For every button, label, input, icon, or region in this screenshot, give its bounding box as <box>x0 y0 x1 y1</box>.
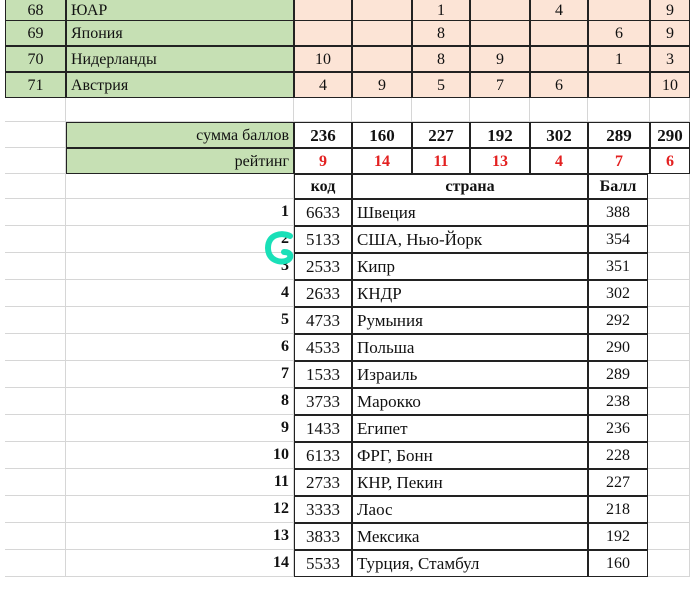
score-value-cell[interactable]: 302 <box>588 280 648 307</box>
country-cell[interactable]: Австрия <box>66 72 294 98</box>
score-cell[interactable]: 9 <box>650 0 690 23</box>
score-cell[interactable] <box>294 20 352 46</box>
empty-cell[interactable] <box>5 253 66 280</box>
sum-value-cell[interactable]: 290 <box>650 122 690 148</box>
rating-value-cell[interactable]: 4 <box>530 148 588 174</box>
empty-cell[interactable] <box>5 174 66 199</box>
sum-value-cell[interactable]: 289 <box>588 122 650 148</box>
country-name-cell[interactable]: Мексика <box>352 523 588 550</box>
rating-value-cell[interactable]: 7 <box>588 148 650 174</box>
score-header[interactable]: Балл <box>588 174 648 199</box>
empty-cell[interactable] <box>5 226 66 253</box>
score-cell[interactable]: 8 <box>412 46 470 72</box>
rating-value-cell[interactable]: 9 <box>294 148 352 174</box>
rating-value-cell[interactable]: 13 <box>470 148 530 174</box>
rank-cell[interactable]: 12 <box>66 496 294 523</box>
highlighter-scribble <box>262 230 296 270</box>
score-value-cell[interactable]: 192 <box>588 523 648 550</box>
sum-value-cell[interactable]: 227 <box>412 122 470 148</box>
empty-cell[interactable] <box>648 253 690 280</box>
row-number-cell[interactable]: 69 <box>5 20 66 46</box>
score-value-cell[interactable]: 228 <box>588 442 648 469</box>
row-number-cell[interactable]: 70 <box>5 46 66 72</box>
score-value-cell[interactable]: 160 <box>588 550 648 577</box>
empty-cell[interactable] <box>5 199 66 226</box>
rating-label[interactable]: рейтинг <box>66 148 294 174</box>
empty-cell[interactable] <box>648 388 690 415</box>
code-cell[interactable]: 6633 <box>294 199 352 226</box>
rating-value-cell[interactable]: 11 <box>412 148 470 174</box>
score-value-cell[interactable]: 354 <box>588 226 648 253</box>
rank-cell[interactable]: 3 <box>66 253 294 280</box>
rank-cell[interactable]: 13 <box>66 523 294 550</box>
empty-cell[interactable] <box>5 415 66 442</box>
rank-cell[interactable]: 2 <box>66 226 294 253</box>
rank-cell[interactable]: 10 <box>66 442 294 469</box>
empty-cell[interactable] <box>530 98 588 122</box>
row-number-cell[interactable]: 68 <box>5 0 66 23</box>
empty-cell[interactable] <box>648 226 690 253</box>
score-cell[interactable]: 3 <box>650 46 690 72</box>
empty-cell[interactable] <box>588 98 650 122</box>
score-cell[interactable] <box>470 20 530 46</box>
country-name-cell[interactable]: КНР, Пекин <box>352 469 588 496</box>
score-cell[interactable]: 6 <box>588 20 650 46</box>
empty-cell[interactable] <box>648 442 690 469</box>
empty-cell[interactable] <box>352 98 412 122</box>
code-cell[interactable]: 6133 <box>294 442 352 469</box>
row-number-cell[interactable]: 71 <box>5 72 66 98</box>
rank-cell[interactable]: 4 <box>66 280 294 307</box>
empty-cell[interactable] <box>5 148 66 174</box>
empty-cell[interactable] <box>648 334 690 361</box>
score-value-cell[interactable]: 289 <box>588 361 648 388</box>
score-cell[interactable]: 6 <box>530 72 588 98</box>
empty-cell[interactable] <box>650 98 690 122</box>
score-cell[interactable]: 1 <box>588 46 650 72</box>
empty-cell[interactable] <box>648 280 690 307</box>
empty-cell[interactable] <box>648 469 690 496</box>
score-cell[interactable]: 1 <box>412 0 470 23</box>
empty-cell[interactable] <box>66 174 294 199</box>
empty-cell[interactable] <box>5 496 66 523</box>
score-value-cell[interactable]: 236 <box>588 415 648 442</box>
score-cell[interactable]: 4 <box>530 0 588 23</box>
score-value-cell[interactable]: 290 <box>588 334 648 361</box>
empty-cell[interactable] <box>5 361 66 388</box>
country-name-cell[interactable]: Кипр <box>352 253 588 280</box>
country-cell[interactable]: Нидерланды <box>66 46 294 72</box>
empty-cell[interactable] <box>294 98 352 122</box>
empty-cell[interactable] <box>66 98 294 122</box>
empty-cell[interactable] <box>5 334 66 361</box>
country-name-cell[interactable]: ФРГ, Бонн <box>352 442 588 469</box>
empty-cell[interactable] <box>5 469 66 496</box>
code-cell[interactable]: 5533 <box>294 550 352 577</box>
rank-cell[interactable]: 14 <box>66 550 294 577</box>
empty-cell[interactable] <box>648 307 690 334</box>
score-cell[interactable]: 9 <box>650 20 690 46</box>
rank-cell[interactable]: 6 <box>66 334 294 361</box>
score-cell[interactable] <box>530 20 588 46</box>
rank-cell[interactable]: 9 <box>66 415 294 442</box>
empty-cell[interactable] <box>412 98 470 122</box>
sum-value-cell[interactable]: 302 <box>530 122 588 148</box>
rating-value-cell[interactable]: 6 <box>650 148 690 174</box>
country-cell[interactable]: Япония <box>66 20 294 46</box>
code-cell[interactable]: 1533 <box>294 361 352 388</box>
country-name-cell[interactable]: Швеция <box>352 199 588 226</box>
country-name-cell[interactable]: Израиль <box>352 361 588 388</box>
score-value-cell[interactable]: 218 <box>588 496 648 523</box>
score-cell[interactable] <box>588 72 650 98</box>
score-value-cell[interactable]: 351 <box>588 253 648 280</box>
code-cell[interactable]: 4733 <box>294 307 352 334</box>
score-value-cell[interactable]: 292 <box>588 307 648 334</box>
code-cell[interactable]: 5133 <box>294 226 352 253</box>
empty-cell[interactable] <box>5 307 66 334</box>
code-cell[interactable]: 3833 <box>294 523 352 550</box>
score-cell[interactable]: 9 <box>352 72 412 98</box>
score-cell[interactable]: 10 <box>650 72 690 98</box>
empty-cell[interactable] <box>5 442 66 469</box>
score-cell[interactable] <box>530 46 588 72</box>
code-cell[interactable]: 3733 <box>294 388 352 415</box>
country-name-cell[interactable]: Марокко <box>352 388 588 415</box>
score-cell[interactable]: 10 <box>294 46 352 72</box>
country-header[interactable]: страна <box>352 174 588 199</box>
country-name-cell[interactable]: Египет <box>352 415 588 442</box>
score-cell[interactable]: 9 <box>470 46 530 72</box>
score-cell[interactable] <box>352 20 412 46</box>
empty-cell[interactable] <box>648 550 690 577</box>
empty-cell[interactable] <box>648 174 690 199</box>
country-name-cell[interactable]: США, Нью-Йорк <box>352 226 588 253</box>
score-cell[interactable]: 5 <box>412 72 470 98</box>
sum-value-cell[interactable]: 236 <box>294 122 352 148</box>
sum-value-cell[interactable]: 160 <box>352 122 412 148</box>
score-value-cell[interactable]: 227 <box>588 469 648 496</box>
rank-cell[interactable]: 5 <box>66 307 294 334</box>
empty-cell[interactable] <box>648 361 690 388</box>
rank-cell[interactable]: 1 <box>66 199 294 226</box>
empty-cell[interactable] <box>648 415 690 442</box>
score-cell[interactable]: 8 <box>412 20 470 46</box>
country-name-cell[interactable]: Турция, Стамбул <box>352 550 588 577</box>
empty-cell[interactable] <box>5 280 66 307</box>
score-value-cell[interactable]: 388 <box>588 199 648 226</box>
empty-cell[interactable] <box>648 523 690 550</box>
score-cell[interactable]: 7 <box>470 72 530 98</box>
empty-cell[interactable] <box>470 98 530 122</box>
code-cell[interactable]: 3333 <box>294 496 352 523</box>
rank-cell[interactable]: 11 <box>66 469 294 496</box>
code-cell[interactable]: 2633 <box>294 280 352 307</box>
rank-cell[interactable]: 8 <box>66 388 294 415</box>
code-header[interactable]: код <box>294 174 352 199</box>
score-cell[interactable]: 4 <box>294 72 352 98</box>
rank-cell[interactable]: 7 <box>66 361 294 388</box>
sum-label[interactable]: сумма баллов <box>66 122 294 148</box>
code-cell[interactable]: 4533 <box>294 334 352 361</box>
empty-cell[interactable] <box>648 199 690 226</box>
country-name-cell[interactable]: Польша <box>352 334 588 361</box>
empty-cell[interactable] <box>5 388 66 415</box>
empty-cell[interactable] <box>648 496 690 523</box>
code-cell[interactable]: 1433 <box>294 415 352 442</box>
rating-value-cell[interactable]: 14 <box>352 148 412 174</box>
country-cell[interactable]: ЮАР <box>66 0 294 23</box>
empty-cell[interactable] <box>5 98 66 122</box>
country-name-cell[interactable]: Лаос <box>352 496 588 523</box>
empty-cell[interactable] <box>5 550 66 577</box>
score-value-cell[interactable]: 238 <box>588 388 648 415</box>
empty-cell[interactable] <box>5 523 66 550</box>
code-cell[interactable]: 2533 <box>294 253 352 280</box>
country-name-cell[interactable]: Румыния <box>352 307 588 334</box>
score-cell[interactable] <box>352 46 412 72</box>
country-name-cell[interactable]: КНДР <box>352 280 588 307</box>
empty-cell[interactable] <box>5 122 66 148</box>
sum-value-cell[interactable]: 192 <box>470 122 530 148</box>
code-cell[interactable]: 2733 <box>294 469 352 496</box>
